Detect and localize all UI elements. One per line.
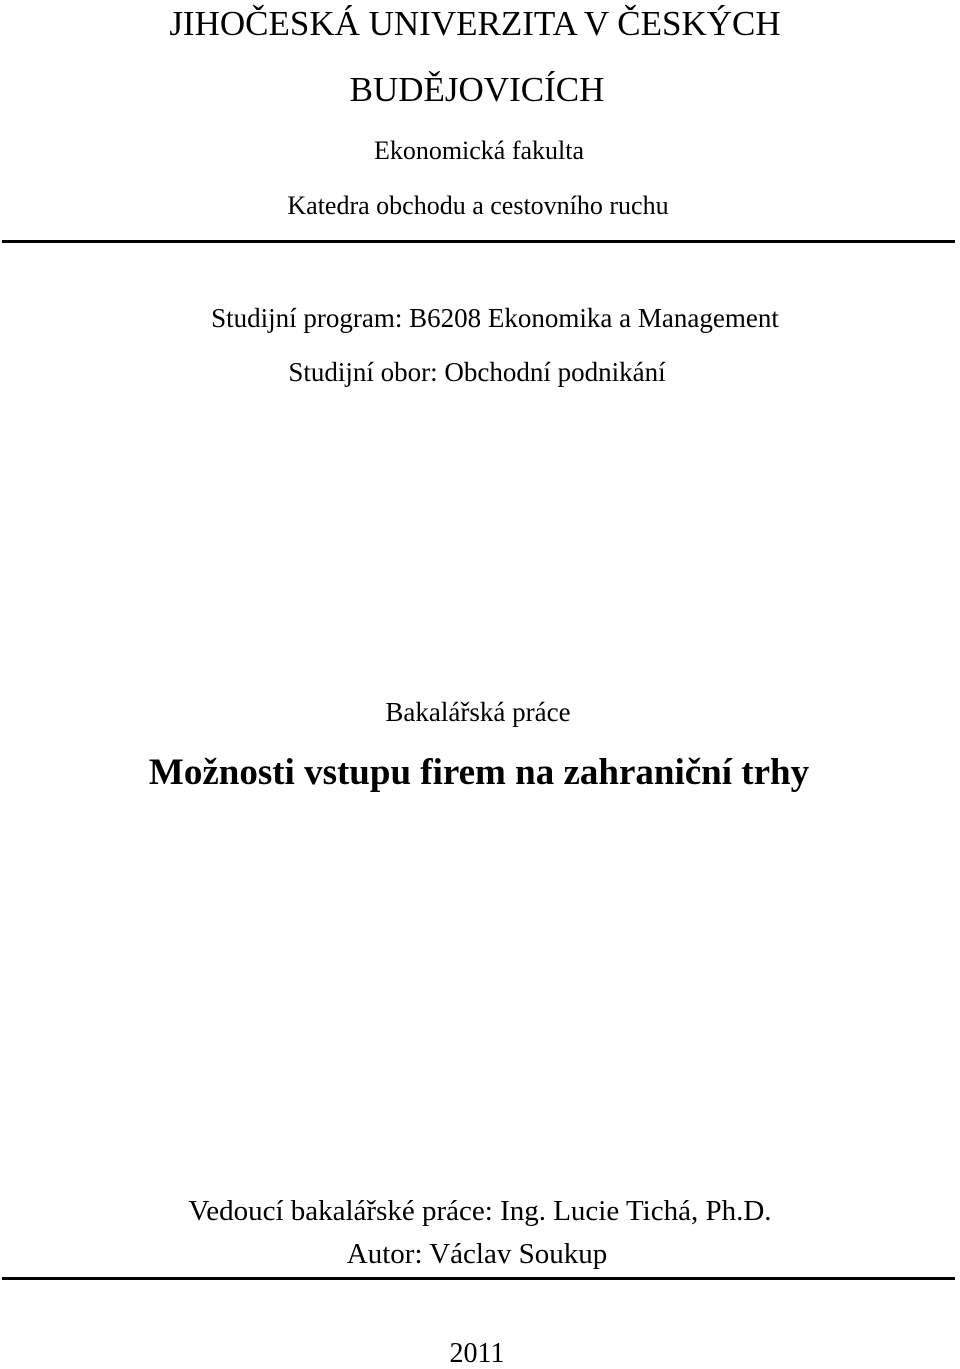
department-name: Katedra obchodu a cestovního ruchu [287, 191, 669, 220]
supervisor: Vedoucí bakalářské práce: Ing. Lucie Tichá, Ph.D. [188, 1195, 772, 1227]
bottom-divider [2, 1277, 955, 1280]
study-program: Studijní program: B6208 Ekonomika a Management [211, 303, 779, 333]
faculty-name: Ekonomická fakulta [373, 136, 585, 165]
thesis-type: Bakalářská práce [385, 697, 571, 727]
university-name-line-1: JIHOČESKÁ UNIVERZITA V ČESKÝCH [169, 4, 781, 43]
university-name-line-2: BUDĚJOVICÍCH [349, 70, 605, 109]
year: 2011 [449, 1338, 505, 1369]
study-field: Studijní obor: Obchodní podnikání [288, 357, 666, 387]
author: Autor: Václav Soukup [346, 1238, 608, 1270]
top-divider [2, 240, 955, 243]
thesis-title: Možnosti vstupu firem na zahraniční trhy [148, 752, 810, 793]
